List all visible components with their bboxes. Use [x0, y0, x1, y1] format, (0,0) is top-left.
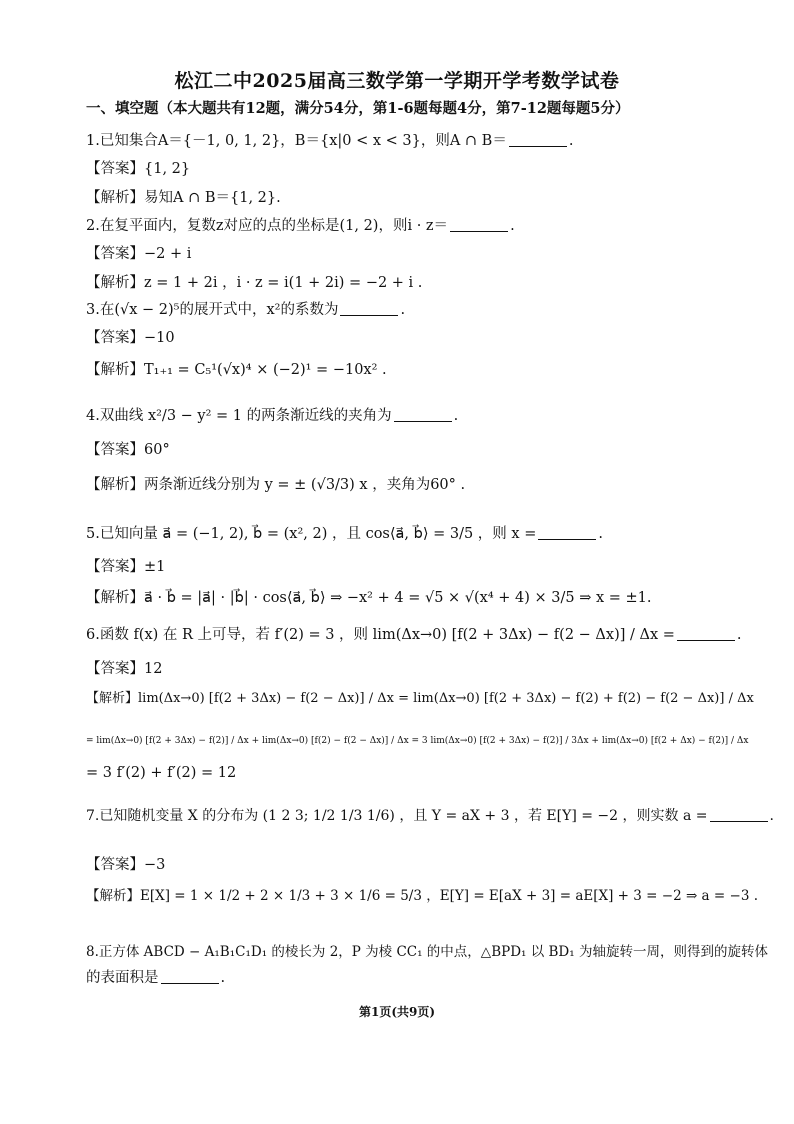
q3-analysis-line [86, 360, 387, 380]
answer-blank [394, 407, 452, 422]
q1-answer-text: 【答案】{1, 2} [86, 161, 191, 177]
q4-answer-line [86, 440, 170, 460]
section-header: 一、填空题（本大题共有12题，满分54分，第1-6题每题4分，第7-12题每题5分） [86, 100, 630, 117]
q7-answer-line [86, 855, 165, 875]
q1-line [86, 131, 573, 151]
q8-1-text: 8.正方体 ABCD − A₁B₁C₁D₁ 的棱长为 2，P 为棱 CC₁ 的中点，△BPD₁ 以 BD₁ 为轴旋转一周，则得到的旋转体 [86, 944, 768, 960]
q5-end-punct: . [598, 526, 603, 542]
q5-line [86, 524, 603, 544]
q5-answer-line [86, 557, 165, 577]
q8-2-line [86, 968, 225, 988]
page-title: 松江二中2025届高三数学第一学期开学考数学试卷 [174, 70, 620, 92]
q5-analysis-line [86, 588, 652, 608]
q4-analysis-text: 【解析】两条渐近线分别为 y = ± (√3/3) x ，夹角为60° . [86, 477, 466, 493]
q5-analysis-text: 【解析】a⃗ · b⃗ = |a⃗| · |b⃗| · cos⟨a⃗, b⃗⟩ ⇒ −x² + 4 = √5 × √(x⁴ + 4) × 3/5 ⇒ x = ±1. [86, 590, 652, 606]
q6-analysis-1-line [86, 689, 754, 709]
q4-line [86, 406, 458, 426]
q6-analysis-3-line [86, 763, 236, 783]
q4-text: 4.双曲线 x²/3 − y² = 1 的两条渐近线的夹角为 [86, 408, 392, 424]
q4-analysis-line [86, 475, 465, 495]
answer-blank [161, 969, 219, 984]
q6-answer-line [86, 659, 162, 679]
q8-2-end-punct: . [220, 970, 226, 986]
q2-analysis-text: 【解析】z = 1 + 2i ，i · z = i(1 + 2i) = −2 + i . [86, 275, 423, 291]
q7-line [86, 806, 774, 826]
q6-analysis-2-line [86, 731, 748, 751]
q6-analysis-3-text: = 3 f′(2) + f′(2) = 12 [86, 765, 237, 781]
q4-answer-text: 【答案】60° [86, 442, 170, 458]
q6-answer-text: 【答案】12 [86, 661, 163, 677]
q3-line [86, 300, 405, 320]
q3-text: 3.在(√x − 2)⁵的展开式中，x²的系数为 [86, 302, 339, 318]
q2-line [86, 216, 515, 236]
q1-analysis-text: 【解析】易知A ∩ B＝{1, 2}. [86, 190, 281, 206]
q2-analysis-line [86, 273, 422, 293]
answer-blank [340, 301, 398, 316]
q1-analysis-line [86, 188, 281, 208]
q6-end-punct: . [736, 627, 742, 643]
answer-blank [538, 525, 596, 540]
q7-answer-text: 【答案】−3 [86, 857, 166, 873]
q6-analysis-1-text: 【解析】lim(Δx→0) [f(2 + 3Δx) − f(2 − Δx)] / Δx = lim(Δx→0) [f(2 + 3Δx) − f(2) + f(2) − f(2 − Δx)] / Δx [86, 691, 754, 706]
q8-1-line [86, 942, 768, 962]
q2-answer-text: 【答案】−2 + i [86, 246, 192, 262]
q2-text: 2.在复平面内，复数z对应的点的坐标是(1, 2)，则i · z＝ [86, 218, 449, 234]
q7-end-punct: . [769, 808, 774, 824]
q7-analysis-line [86, 886, 758, 906]
q7-analysis-text: 【解析】E[X] = 1 × 1/2 + 2 × 1/3 + 3 × 1/6 = 5/3 ，E[Y] = E[aX + 3] = aE[X] + 3 = −2 ⇒ a = −3 . [86, 888, 758, 904]
q2-end-punct: . [510, 218, 515, 234]
q7-text: 7.已知随机变量 X 的分布为 (1 2 3; 1/2 1/3 1/6) ，且 Y = aX + 3 ，若 E[Y] = −2 ，则实数 a = [86, 808, 708, 824]
answer-blank [450, 217, 508, 232]
q5-answer-text: 【答案】±1 [86, 559, 166, 575]
q6-text: 6.函数 f(x) 在 R 上可导，若 f′(2) = 3 ，则 lim(Δx→0) [f(2 + 3Δx) − f(2 − Δx)] / Δx = [86, 627, 675, 643]
answer-blank [710, 807, 768, 822]
q6-line [86, 625, 742, 645]
answer-blank [509, 132, 567, 147]
q3-analysis-text: 【解析】T₁₊₁ = C₅¹(√x)⁴ × (−2)¹ = −10x² . [86, 362, 387, 378]
q1-answer-line [86, 159, 190, 179]
q4-end-punct: . [453, 408, 459, 424]
q3-end-punct: . [400, 302, 406, 318]
q3-answer-line [86, 328, 175, 348]
q1-end-punct: . [568, 133, 574, 149]
q6-analysis-2-text: = lim(Δx→0) [f(2 + 3Δx) − f(2)] / Δx + lim(Δx→0) [f(2) − f(2 − Δx)] / Δx = 3 lim(Δx→0) [f(2 + 3Δx) − f(2)] / 3Δx + lim(Δx→0) [f(2 + Δx) − f(2)] / Δx [86, 736, 749, 746]
q3-answer-text: 【答案】−10 [86, 330, 175, 346]
q8-2-text: 的表面积是 [86, 970, 159, 986]
q5-text: 5.已知向量 a⃗ = (−1, 2), b⃗ = (x², 2) ，且 cos⟨a⃗, b⃗⟩ = 3/5 ，则 x = [86, 526, 537, 542]
answer-blank [677, 626, 735, 641]
page-footer: 第1页(共9页) [358, 1005, 436, 1019]
q2-answer-line [86, 244, 191, 264]
q1-text: 1.已知集合A＝{－1, 0, 1, 2}，B＝{x|0 < x < 3}，则A ∩ B＝ [86, 133, 507, 149]
